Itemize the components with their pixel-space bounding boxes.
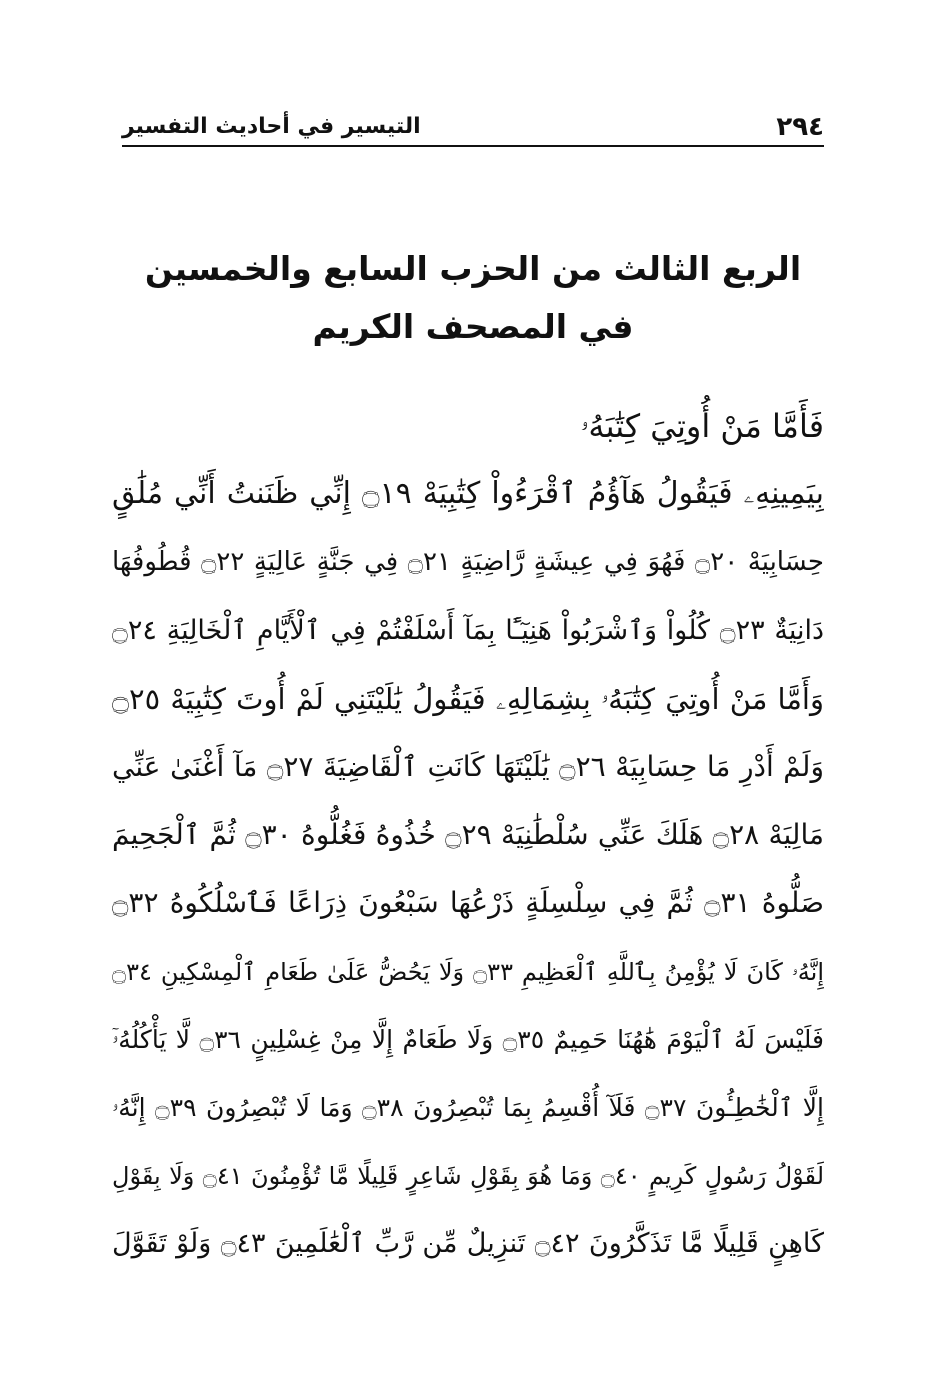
section-title-line-1: الربع الثالث من الحزب السابع والخمسين — [144, 249, 802, 288]
verse-line: إِلَّا ٱلْخَٰطِـُٔونَ ۝٣٧ فَلَآ أُقْسِمُ بِمَا تُبْصِرُونَ ۝٣٨ وَمَا لَا تُبْصِرُونَ ۝٣٩ إِنَّهُۥ — [112, 1092, 824, 1122]
header-divider — [122, 145, 824, 147]
page-number: ٢٩٤ — [776, 112, 824, 142]
book-title: التيسير في أحاديث التفسير — [122, 114, 421, 139]
verse-line: إِنَّهُۥ كَانَ لَا يُؤْمِنُ بِٱللَّهِ ٱلْعَظِيمِ ۝٣٣ وَلَا يَحُضُّ عَلَىٰ طَعَامِ ٱلْمِسْكِينِ ۝٣٤ — [112, 957, 824, 986]
verse-line: كَاهِنٍ قَلِيلًا مَّا تَذَكَّرُونَ ۝٤٢ تَنزِيلٌ مِّن رَّبِّ ٱلْعَٰلَمِينَ ۝٤٣ وَلَوْ تَقَوَّلَ — [112, 1228, 824, 1260]
quran-text — [112, 392, 824, 1278]
running-header — [122, 110, 824, 146]
section-title-line-2: في المصحف الكريم — [312, 307, 634, 346]
verse-line: حِسَابِيَهْ ۝٢٠ فَهُوَ فِي عِيشَةٍ رَّاضِيَةٍ ۝٢١ فِي جَنَّةٍ عَالِيَةٍ ۝٢٢ قُطُوفُهَا — [112, 547, 824, 578]
verse-line: لَقَوْلُ رَسُولٍ كَرِيمٍ ۝٤٠ وَمَا هُوَ بِقَوْلِ شَاعِرٍ قَلِيلًا مَّا تُؤْمِنُونَ ۝٤١ وَلَا بِقَوْلِ — [112, 1162, 824, 1191]
section-title — [122, 240, 824, 356]
verse-line: مَالِيَهْ ۝٢٨ هَلَكَ عَنِّي سُلْطَٰنِيَهْ ۝٢٩ خُذُوهُ فَغُلُّوهُ ۝٣٠ ثُمَّ ٱلْجَحِيمَ — [112, 818, 824, 852]
verse-line: فَلَيْسَ لَهُ ٱلْيَوْمَ هَٰهُنَا حَمِيمٌ ۝٣٥ وَلَا طَعَامٌ إِلَّا مِنْ غِسْلِينٍ ۝٣٦ لَّا يَأْكُلُهُۥٓ — [112, 1024, 824, 1054]
verse-line: بِيَمِينِهِۦ فَيَقُولُ هَآؤُمُ ٱقْرَءُواْ كِتَٰبِيَهْ ۝١٩ إِنِّي ظَنَنتُ أَنِّي مُلَٰقٍ — [112, 476, 824, 512]
verse-line: صَلُّوهُ ۝٣١ ثُمَّ فِي سِلْسِلَةٍ ذَرْعُهَا سَبْعُونَ ذِرَاعًا فَٱسْلُكُوهُ ۝٣٢ — [112, 886, 824, 920]
verse-line: دَانِيَةٌ ۝٢٣ كُلُواْ وَٱشْرَبُواْ هَنِيٓـًٔا بِمَآ أَسْلَفْتُمْ فِي ٱلْأَيَّامِ ٱلْخَالِيَةِ ۝٢٤ — [112, 614, 824, 646]
verse-line: فَأَمَّا مَنْ أُوتِيَ كِتَٰبَهُۥ — [580, 407, 824, 445]
verse-line: وَلَمْ أَدْرِ مَا حِسَابِيَهْ ۝٢٦ يَٰلَيْتَهَا كَانَتِ ٱلْقَاضِيَةَ ۝٢٧ مَآ أَغْنَىٰ عَنِّي — [112, 749, 824, 783]
verse-line: وَأَمَّا مَنْ أُوتِيَ كِتَٰبَهُۥ بِشِمَالِهِۦ فَيَقُولُ يَٰلَيْتَنِي لَمْ أُوتَ كِتَٰبِيَهْ ۝٢٥ — [112, 681, 824, 716]
